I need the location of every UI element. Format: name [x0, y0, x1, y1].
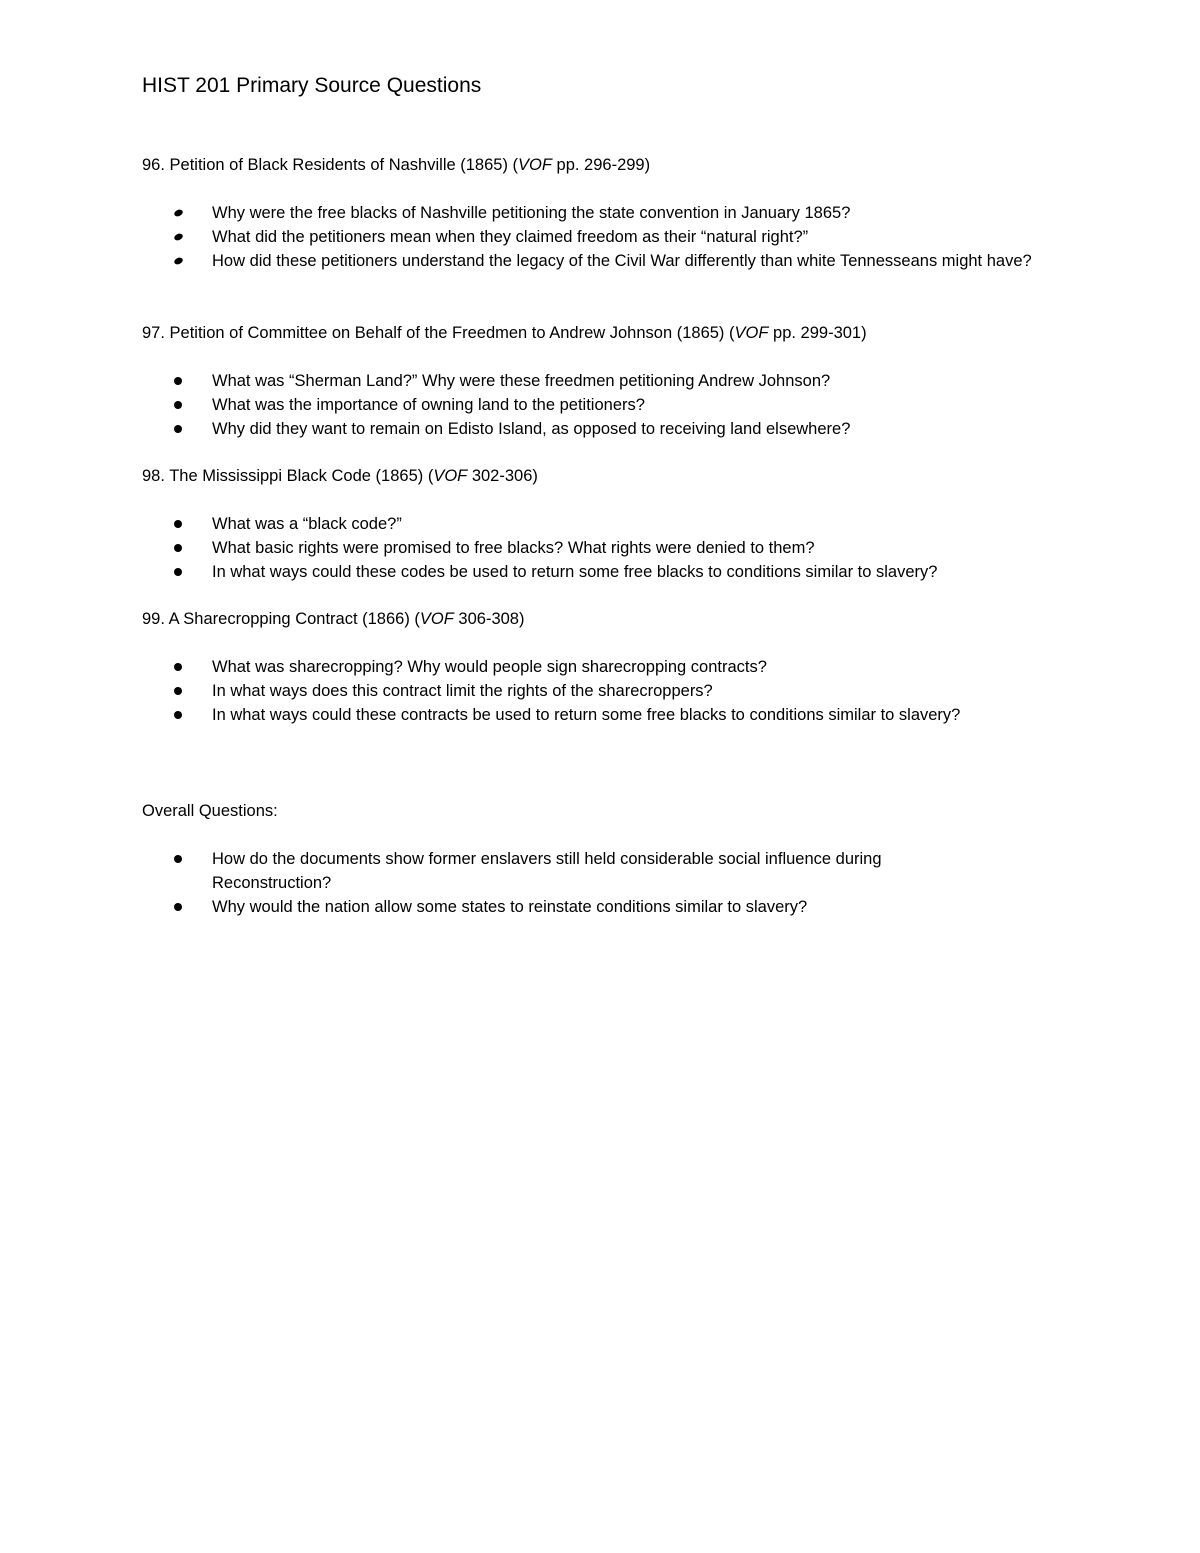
bullet-icon — [174, 377, 182, 385]
section-97 — [142, 321, 1072, 441]
section-heading: 99. A Sharecropping Contract (1866) (VOF 306-308) — [142, 610, 525, 628]
page-title: HIST 201 Primary Source Questions — [142, 74, 482, 97]
section-heading: 97. Petition of Committee on Behalf of the Freedmen to Andrew Johnson (1865) (VOF pp. 299-301) — [142, 324, 867, 342]
list-item: What was “Sherman Land?” Why were these freedmen petitioning Andrew Johnson? — [142, 369, 1072, 393]
bullet-icon — [174, 687, 182, 695]
list-item: Why would the nation allow some states to reinstate conditions similar to slavery? — [142, 895, 1072, 919]
list-item: What was a “black code?” — [142, 512, 1072, 536]
list-item: In what ways could these codes be used to return some free blacks to conditions similar to slavery? — [142, 560, 1072, 584]
section-96 — [142, 153, 1072, 273]
bullet-icon — [173, 256, 184, 265]
list-item: How do the documents show former enslavers still held considerable social influence during Reconstruction? — [142, 847, 972, 895]
list-item: In what ways could these contracts be used to return some free blacks to conditions similar to slavery? — [142, 703, 1072, 727]
bullet-icon — [173, 208, 184, 217]
question-list — [142, 512, 1072, 584]
list-item: What was sharecropping? Why would people sign sharecropping contracts? — [142, 655, 1072, 679]
bullet-icon — [174, 401, 182, 409]
section-overall — [142, 799, 1072, 919]
list-item: What basic rights were promised to free blacks? What rights were denied to them? — [142, 536, 1072, 560]
bullet-icon — [174, 425, 182, 433]
bullet-icon — [174, 903, 182, 911]
list-item: Why were the free blacks of Nashville petitioning the state convention in January 1865? — [142, 201, 1072, 225]
bullet-icon — [174, 544, 182, 552]
section-99 — [142, 607, 1072, 727]
bullet-icon — [174, 711, 182, 719]
list-item: What did the petitioners mean when they claimed freedom as their “natural right?” — [142, 225, 1072, 249]
bullet-icon — [173, 232, 184, 241]
question-list — [142, 847, 1072, 919]
question-list — [142, 369, 1072, 441]
question-list — [142, 655, 1072, 727]
bullet-icon — [174, 663, 182, 671]
list-item: In what ways does this contract limit the rights of the sharecroppers? — [142, 679, 1072, 703]
bullet-icon — [174, 855, 182, 863]
bullet-icon — [174, 520, 182, 528]
list-item: How did these petitioners understand the legacy of the Civil War differently than white Tennesseans might have? — [142, 249, 1072, 273]
list-item: Why did they want to remain on Edisto Island, as opposed to receiving land elsewhere? — [142, 417, 1072, 441]
section-98 — [142, 464, 1072, 584]
bullet-icon — [174, 568, 182, 576]
section-heading: 96. Petition of Black Residents of Nashville (1865) (VOF pp. 296-299) — [142, 156, 651, 174]
question-list — [142, 201, 1072, 273]
list-item: What was the importance of owning land to the petitioners? — [142, 393, 1072, 417]
section-heading: Overall Questions: — [142, 802, 278, 820]
section-heading: 98. The Mississippi Black Code (1865) (VOF 302-306) — [142, 467, 538, 485]
